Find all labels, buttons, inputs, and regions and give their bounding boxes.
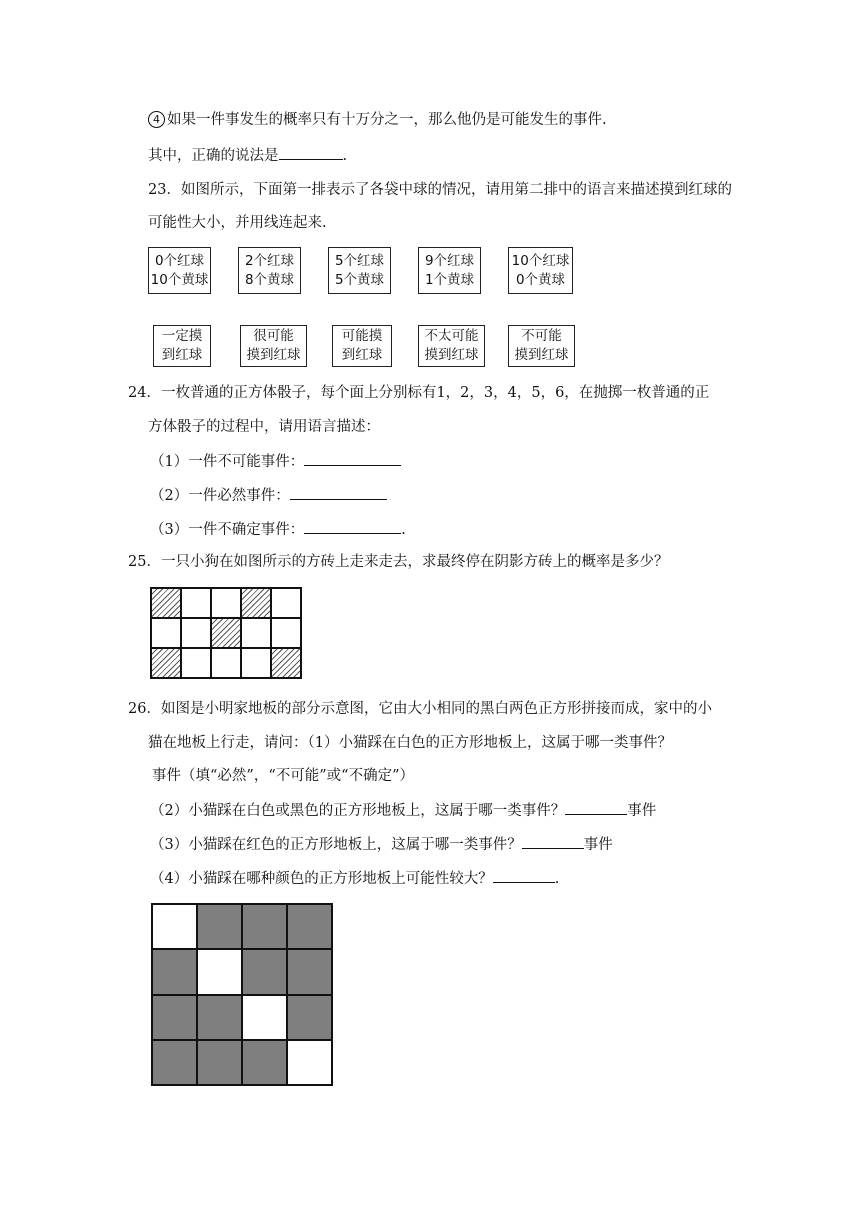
dark-floor-tile [152,1040,197,1085]
dark-floor-tile [242,1040,287,1085]
likelihood-card[interactable] [240,325,307,367]
dark-floor-tile [242,904,287,949]
plain-tile [181,588,211,618]
q26-stem-line3 [148,766,414,786]
white-floor-tile [242,995,287,1040]
q26-sub4: （4）小猫踩在哪种颜色的正方形地板上可能性较大？ . [150,868,559,889]
plain-tile [271,618,301,648]
q24-sub3: （3）一件不确定事件： . [150,519,406,540]
tile-grid [150,587,302,679]
answer-blank[interactable] [565,800,627,815]
bag-yellow-count: 5个黄球 [334,271,385,288]
dark-floor-tile [197,995,242,1040]
shaded-tile [211,618,241,648]
dark-floor-tile [152,995,197,1040]
answer-blank[interactable] [279,145,343,160]
q26-sub2 [150,800,656,821]
q24-sub2-text: （2）一件必然事件： [150,488,290,504]
shaded-tile [271,648,301,678]
likelihood-card[interactable] [153,325,211,367]
answer-blank[interactable] [522,834,584,849]
q24-stem-line2: 方体骰子的过程中，请用语言描述： [148,419,380,435]
bag-red-count: 2个红球 [244,252,295,269]
answer-blank[interactable] [290,485,387,500]
dark-floor-tile [197,904,242,949]
q25-stem-line1: 25．一只小狗在如图所示的方砖上走来走去，求最终停在阴影方砖上的概率是多少？ [128,554,669,570]
bag-card [238,247,301,294]
dark-floor-tile [287,904,332,949]
likelihood-line2: 摸到红球 [246,347,301,363]
bag-card [148,247,211,294]
bag-yellow-count: 1个黄球 [424,271,475,288]
q26-sub4-text: （4）小猫踩在哪种颜色的正方形地板上可能性较大？ [150,871,493,887]
answer-blank[interactable] [493,868,555,883]
bag-card [418,247,481,294]
likelihood-card[interactable] [508,325,575,367]
plain-tile [271,588,301,618]
plain-tile [241,618,271,648]
dark-floor-tile [197,1040,242,1085]
q26-stem-line1: 26．如图是小明家地板的部分示意图，它由大小相同的黑白两色正方形拼接而成，家中的小 [128,701,712,717]
likelihood-line2: 到红球 [341,347,383,363]
q22-item-4 [148,110,607,130]
likelihood-card[interactable] [332,325,392,367]
q26-sub3-text: （3）小猫踩在红色的正方形地板上，这属于哪一类事件？ [150,837,522,853]
bag-red-count: 10个红球 [511,252,570,269]
bag-card [508,247,573,294]
q22-conclusion: 其中，正确的说法是 . [148,145,347,166]
likelihood-line1: 不可能 [521,328,562,344]
dark-floor-tile [287,995,332,1040]
likelihood-line2: 摸到红球 [424,347,479,363]
bag-yellow-count: 8个黄球 [244,271,295,288]
bag-red-count: 9个红球 [424,252,475,269]
white-floor-tile [152,904,197,949]
plain-tile [211,588,241,618]
plain-tile [151,618,181,648]
likelihood-line1: 可能摸 [341,328,383,344]
q26-stem-line2: 猫在地板上行走，请问：（1）小猫踩在白色的正方形地板上，这属于哪一类事件？ [148,735,672,751]
shaded-tile [151,648,181,678]
bag-yellow-count: 10个黄球 [150,271,209,288]
answer-blank[interactable] [304,451,401,466]
q23-stem-line2: 可能性大小，并用线连起来. [148,215,327,231]
likelihood-line2: 到红球 [161,347,203,363]
white-floor-tile [287,1040,332,1085]
plain-tile [241,648,271,678]
likelihood-line1: 一定摸 [161,328,203,344]
bag-red-count: 0个红球 [154,252,205,269]
plain-tile [181,648,211,678]
q26-sub2-suffix: 事件 [627,803,657,819]
q24-sub1 [150,451,401,472]
plain-tile [211,648,241,678]
q24-sub2 [150,485,387,506]
shaded-tile [241,588,271,618]
likelihood-card[interactable] [418,325,485,367]
dark-floor-tile [152,949,197,994]
likelihood-line1: 不太可能 [424,328,479,344]
dark-floor-tile [287,949,332,994]
bag-card [328,247,391,294]
white-floor-tile [197,949,242,994]
q24-stem-line1: 24．一枚普通的正方体骰子，每个面上分别标有1，2，3，4，5，6，在抛掷一枚普通的正 [128,385,710,401]
bag-red-count: 5个红球 [334,252,385,269]
q26-sub2-text: （2）小猫踩在白色或黑色的正方形地板上，这属于哪一类事件？ [150,803,566,819]
bag-yellow-count: 0个黄球 [515,271,566,288]
q22-conclusion-text: 其中，正确的说法是 [148,148,279,164]
q22-item-4-text: 如果一件事发生的概率只有十万分之一，那么他仍是可能发生的事件. [167,112,607,128]
likelihood-line2: 摸到红球 [514,347,569,363]
dark-floor-tile [242,949,287,994]
likelihood-line1: 很可能 [253,328,294,344]
q26-sub3 [150,834,613,855]
q23-stem-line1: 23．如图所示，下面第一排表示了各袋中球的情况，请用第二排中的语言来描述摸到红球的 [148,182,732,198]
answer-blank[interactable] [304,519,401,534]
q26-line3-text: 事件（填“必然”，“不可能”或“不确定”） [152,768,414,784]
item-number-marker: 4 [148,111,165,128]
plain-tile [181,618,211,648]
q24-sub1-text: （1）一件不可能事件： [150,454,305,470]
shaded-tile [151,588,181,618]
floor-grid [151,903,333,1086]
q24-sub3-text: （3）一件不确定事件： [150,522,305,538]
q26-sub3-suffix: 事件 [583,837,613,853]
